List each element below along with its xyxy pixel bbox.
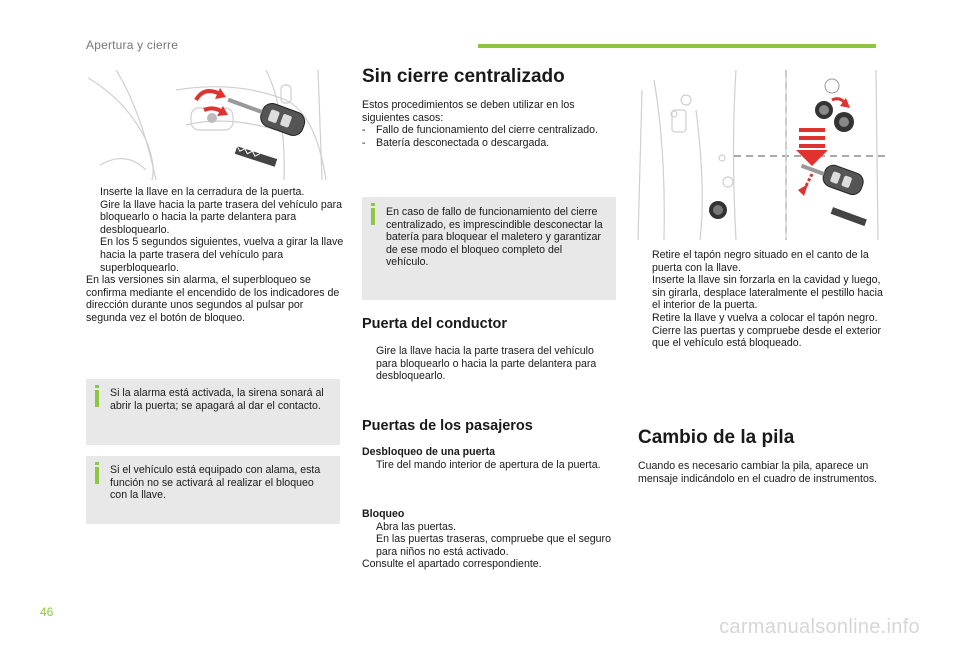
list-item: - Batería desconectada o descargada. <box>362 136 550 149</box>
list-item: En los 5 segundos siguientes, vuelva a girar la llave hacia la parte trasera del vehículo para superbloquearlo. <box>100 236 344 274</box>
info-icon <box>95 467 99 484</box>
info-note-alarm-equipped: Si el vehículo está equipado con alama, esta función no se activará al realizar el bloqueo con la llave. <box>86 456 340 524</box>
right-instructions <box>638 249 888 350</box>
intro-text: Estos procedimientos se deben utilizar en los siguientes casos: - Fallo de funcionamiento del cierre centralizado. - Batería desconectada o descargada. <box>362 99 612 149</box>
driver-door-instructions <box>362 345 614 383</box>
info-note-battery: En caso de fallo de funcionamiento del cierre centralizado, es imprescindible desconectar la batería para bloquear el maletero y garantizar de ese modo el bloqueo completo del vehículo. <box>362 197 616 300</box>
unlock-subheading: Desbloqueo de una puerta <box>362 446 496 458</box>
door-lock-key-illustration <box>86 70 340 180</box>
door-latch-illustration <box>636 70 886 240</box>
info-icon <box>95 390 99 407</box>
left-instructions <box>86 186 344 325</box>
passenger-doors-heading: Puertas de los pasajeros <box>362 418 533 434</box>
section-title: Apertura y cierre <box>86 38 179 52</box>
list-item: Gire la llave hacia la parte trasera del vehículo para bloquearlo o hacia la parte delantera para desbloquearlo. <box>376 345 597 383</box>
section-accent-bar <box>478 44 876 48</box>
list-item: Gire la llave hacia la parte trasera del vehículo para bloquearlo o hacia la parte delantera para desbloquearlo. <box>100 198 343 236</box>
list-item: Inserte la llave en la cerradura de la puerta. <box>100 186 305 198</box>
page-number: 46 <box>40 605 54 619</box>
list-item: Inserte la llave sin forzarla en la cavidad y luego, sin girarla, desplace lateralmente el pestillo hacia el interior de la puerta. <box>652 274 883 312</box>
reference-note: Consulte el apartado correspondiente. <box>362 558 542 571</box>
page-title: Sin cierre centralizado <box>362 66 565 87</box>
driver-door-heading: Puerta del conductor <box>362 316 508 332</box>
passenger-lock <box>362 508 614 571</box>
lock-subheading: Bloqueo <box>362 508 405 520</box>
list-item: - Fallo de funcionamiento del cierre centralizado. <box>362 124 599 137</box>
paragraph: En las versiones sin alarma, el superbloqueo se confirma mediante el encendido de los indicadores de dirección durante unos segundos al pulsar por segunda vez el botón de bloqueo. <box>86 274 340 324</box>
list-item: Abra las puertas. <box>376 520 457 533</box>
list-item: En las puertas traseras, compruebe que el seguro para niños no está activado. <box>376 533 611 558</box>
battery-heading: Cambio de la pila <box>638 427 795 448</box>
passenger-unlock <box>362 446 614 471</box>
list-item: Retire el tapón negro situado en el canto de la puerta con la llave. <box>652 249 869 274</box>
info-note-alarm: Si la alarma está activada, la sirena sonará al abrir la puerta; se apagará al dar el contacto. <box>86 379 340 445</box>
list-item: Tire del mando interior de apertura de la puerta. <box>376 458 601 471</box>
info-icon <box>371 208 375 225</box>
battery-text: Cuando es necesario cambiar la pila, aparece un mensaje indicándolo en el cuadro de instrumentos. <box>638 460 878 485</box>
watermark: carmanualsonline.info <box>719 616 920 638</box>
list-item: Retire la llave y vuelva a colocar el tapón negro. <box>652 311 878 324</box>
list-item: Cierre las puertas y compruebe desde el exterior que el vehículo está bloqueado. <box>652 324 882 350</box>
